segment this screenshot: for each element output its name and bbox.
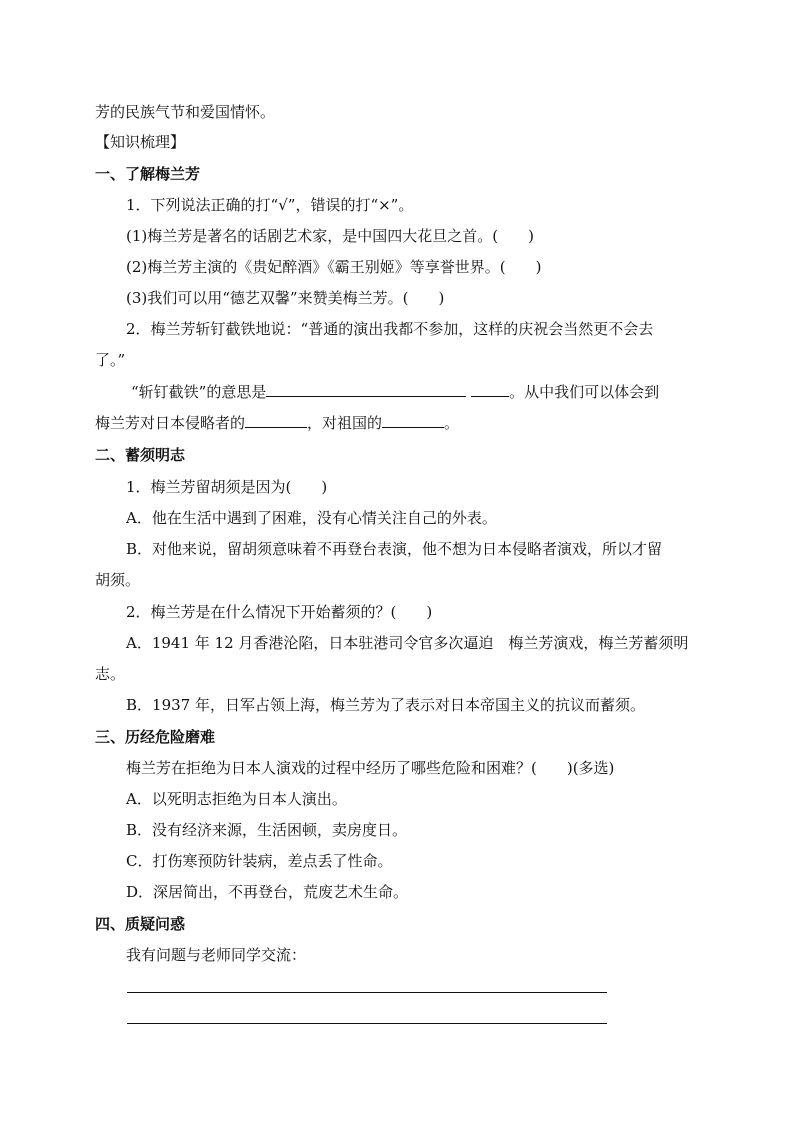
option-c: C．打伤寒预防针装病，差点丢了性命。 bbox=[126, 852, 393, 870]
question-text: 1．下列说法正确的打“√”，错误的打“×”。 bbox=[126, 196, 414, 214]
question-text: 2．梅兰芳斩钉截铁地说：“普通的演出我都不参加，这样的庆祝会当然更不会去 bbox=[126, 320, 654, 338]
section-heading: 四、质疑问惑 bbox=[95, 915, 186, 933]
fill-prompt: 。从中我们可以体会到 bbox=[509, 383, 660, 401]
option-b-cont: 胡须。 bbox=[95, 571, 141, 589]
fill-prompt: 梅兰芳对日本侵略者的 bbox=[95, 414, 246, 432]
option-b: B．对他来说，留胡须意味着不再登台表演，他不想为日本侵略者演戏，所以才留 bbox=[126, 540, 663, 558]
answer-line[interactable] bbox=[127, 992, 607, 993]
fill-blank-line bbox=[131, 380, 659, 403]
question-text: 1．梅兰芳留胡须是因为( ) bbox=[126, 478, 328, 496]
question-text: 梅兰芳在拒绝为日本人演戏的过程中经历了哪些危险和困难？( )(多选) bbox=[126, 759, 615, 777]
answer-blank[interactable] bbox=[266, 380, 466, 397]
fill-prompt: 。 bbox=[444, 414, 460, 432]
answer-blank[interactable] bbox=[471, 380, 509, 397]
option-a: A．他在生活中遇到了困难，没有心情关注自己的外表。 bbox=[126, 509, 497, 527]
option-d: D．深居简出，不再登台，荒废艺术生命。 bbox=[126, 883, 409, 901]
answer-blank[interactable] bbox=[382, 411, 444, 428]
answer-blank[interactable] bbox=[245, 411, 307, 428]
option-a-cont: 志。 bbox=[95, 665, 126, 683]
fill-prompt: ，对祖国的 bbox=[307, 414, 383, 432]
text-line: 芳的民族气节和爱国情怀。 bbox=[95, 103, 276, 121]
section-heading: 三、历经危险磨难 bbox=[95, 728, 216, 746]
answer-line[interactable] bbox=[127, 1023, 607, 1024]
question-item: (2)梅兰芳主演的《贵妃醉酒》《霸王别姬》等享誉世界。( ) bbox=[126, 258, 542, 276]
section-heading: 一、了解梅兰芳 bbox=[95, 165, 201, 183]
section-label: 【知识梳理】 bbox=[95, 133, 186, 151]
option-b: B．没有经济来源，生活困顿，卖房度日。 bbox=[126, 821, 408, 839]
fill-blank-line bbox=[95, 411, 459, 434]
question-text: 我有问题与老师同学交流： bbox=[126, 946, 307, 964]
section-heading: 二、蓄须明志 bbox=[95, 446, 186, 464]
fill-prompt: “斩钉截铁”的意思是 bbox=[131, 383, 267, 401]
question-item: (3)我们可以用“德艺双馨”来赞美梅兰芳。( ) bbox=[126, 289, 445, 307]
question-text: 2．梅兰芳是在什么情况下开始蓄须的？( ) bbox=[126, 603, 433, 621]
option-b: B．1937 年，日军占领上海，梅兰芳为了表示对日本帝国主义的抗议而蓄须。 bbox=[126, 696, 645, 714]
question-item: (1)梅兰芳是著名的话剧艺术家，是中国四大花旦之首。( ) bbox=[126, 227, 534, 245]
option-a: A．以死明志拒绝为日本人演出。 bbox=[126, 790, 347, 808]
option-a: A．1941 年 12 月香港沦陷，日本驻港司令官多次逼迫 梅兰芳演戏，梅兰芳蓄须明 bbox=[126, 634, 689, 652]
question-text: 了。” bbox=[95, 351, 126, 369]
